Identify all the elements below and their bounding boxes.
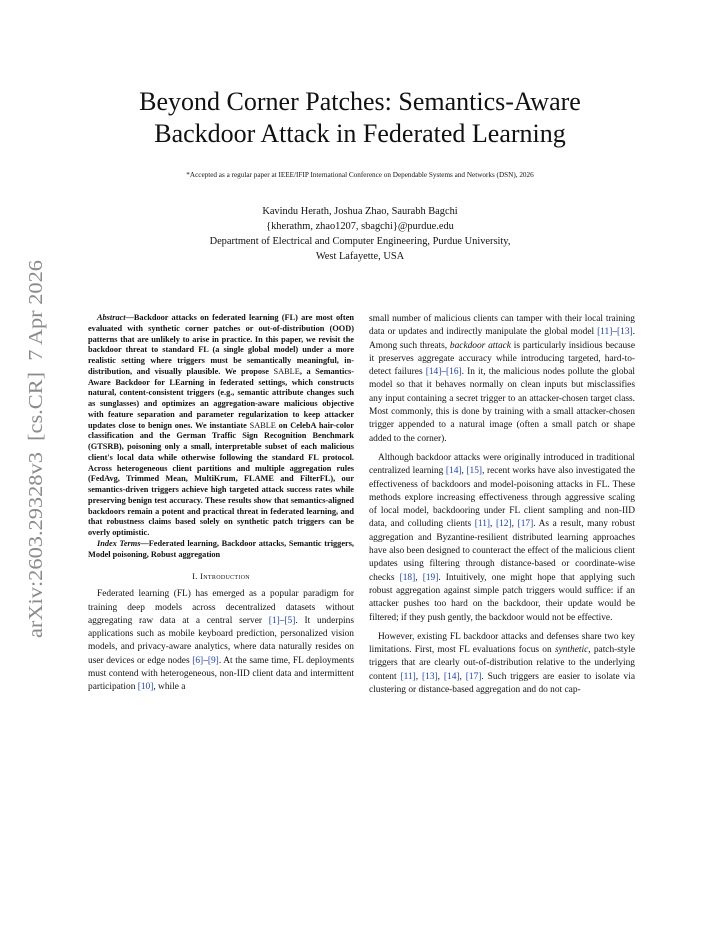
citation-link[interactable]: [14] <box>425 367 442 378</box>
right-column <box>369 313 635 703</box>
arxiv-identifier-stamp <box>2 258 58 638</box>
citation-link[interactable]: [9] <box>207 655 219 666</box>
sable-name: SABLE <box>273 366 300 376</box>
author-emails: {kherathm, zhao1207, sbagchi}@purdue.edu <box>266 221 454 232</box>
citation-link[interactable]: [12] <box>496 519 512 530</box>
citation-link[interactable]: [18] <box>399 572 416 583</box>
citation-link[interactable]: [16] <box>446 367 462 378</box>
intro-paragraph-1-cont: small number of malicious clients can tamper with their local training data or updates and indirectly manipulate the global model [11]–[13]. Among such threats, backdoor attack is particularly insidious because it preserves aggregate accuracy while introducing targeted, hard-to-detect failures [14]–[16]. In it, the malicious nodes pollute the global model so that it behaves normally on clean inputs but misclassifies any input containing a secret trigger to an attacker-chosen target class. Most commonly, this is done by training with a small attacker-chosen trigger appended to a natural image (often a small patch or shape added to the corner). <box>369 314 635 444</box>
section-title: Introduction <box>200 571 250 582</box>
intro-body-left <box>88 588 354 694</box>
citation-link[interactable]: [14] <box>443 671 460 682</box>
section-heading-introduction <box>88 570 354 582</box>
acceptance-footnote: *Accepted as a regular paper at IEEE/IFIP International Conference on Dependable Systems and Networks (DSN), 2026 <box>186 171 534 179</box>
arxiv-stamp-text: arXiv:2603.29328v3 [cs.CR] 7 Apr 2026 <box>25 291 47 638</box>
title-line-2: Backdoor Attack in Federated Learning <box>154 119 566 148</box>
index-terms <box>88 539 354 561</box>
abstract-text-2: , a Semantics-Aware Backdoor for LEarning in federated settings, which constructs natural, content-consistent triggers (e.g., semantic attribute changes such as sunglasses) and optimizes an aggregation-aware malicious objective with feature separation and parameter regularization to keep attacker updates close to benign ones. We instantiate <box>88 366 354 430</box>
emphasis-term: synthetic <box>554 645 589 656</box>
citation-link[interactable]: [15] <box>466 466 483 477</box>
intro-paragraph-2: Although backdoor attacks were originally introduced in traditional centralized learning [14], [15], recent works have also investigated the effectiveness of backdoors and model-poisoning attacks in FL. These methods explore increasing effectiveness through aggressive scaling of local model, backdooring under FL client sampling and non-IID data, and colluding clients [11], [12], [17]. As a result, many robust aggregation and Byzantine-resilient distributed learning approaches have also been designed to counteract the effect of the malicious client updates using filtering through distance-based or coordinate-wise checks [18], [19]. Intuitively, one might hope that applying such robust aggregation against simple patch triggers would suffice: if an attacker pushes too hard on the backdoor, their update would be filtered; if they push gently, the backdoor would not be effective. <box>369 452 636 623</box>
intro-paragraph-3: However, existing FL backdoor attacks and defenses share two key limitations. First, most FL evaluations focus on synthetic, patch-style triggers that are clearly out-of-distribution relative to the underlying content [11], [13], [14], [17]. Such triggers are easier to isolate via clustering or distance-based aggregation and do not cap- <box>369 631 635 696</box>
abstract-text-3: on CelebA hair-color classification and the German Traffic Sign Recognition Benchmark (GTSRB), poisoning only a small, interpretable subset of each malicious client's local data while otherwise following the standard FL protocol. Across heterogeneous client partitions and multiple aggregation rules (FedAvg, Trimmed Mean, MultiKrum, FLAME and FilterFL), our semantics-driven triggers achieve high targeted attack success rates while preserving benign test accuracy. These results show that semantics-aligned backdoors remain a potent and practical threat in federated learning, and that robustness claims based solely on synthetic patch triggers can be overly optimistic. <box>88 420 354 537</box>
citation-link[interactable]: [19] <box>422 572 439 583</box>
abstract <box>88 313 354 539</box>
citation-link[interactable]: [11] <box>400 671 416 682</box>
citation-link[interactable]: [11] <box>474 519 491 530</box>
left-column <box>88 313 354 701</box>
sable-name: SABLE <box>249 420 276 430</box>
paper-title <box>60 86 660 150</box>
citation-link[interactable]: [5] <box>284 615 296 626</box>
author-location: West Lafayette, USA <box>315 251 405 262</box>
index-terms-text: —Federated learning, Backdoor attacks, Semantic triggers, Model poisoning, Robust aggregation <box>88 538 354 559</box>
citation-link[interactable]: [14] <box>445 466 462 477</box>
author-block <box>60 204 660 264</box>
citation-link[interactable]: [11] <box>597 327 613 338</box>
emphasis-term: backdoor attack <box>449 340 511 351</box>
author-names: Kavindu Herath, Joshua Zhao, Saurabh Bagchi <box>262 206 458 217</box>
title-line-1: Beyond Corner Patches: Semantics-Aware <box>139 87 581 116</box>
author-affiliation: Department of Electrical and Computer Engineering, Purdue University, <box>209 236 511 247</box>
citation-link[interactable]: [6] <box>192 655 204 666</box>
citation-link[interactable]: [1] <box>268 615 280 626</box>
abstract-text-1: —Backdoor attacks on federated learning (FL) are most often evaluated with synthetic corner patches or out-of-distribution (OOD) patterns that are unlikely to arise in practice. In this paper, we revisit the backdoor threat to standard FL (a single global model) under a more realistic setting where triggers must be semantically meaningful, in-distribution, and visually plausible. We propose <box>88 313 354 376</box>
citation-link[interactable]: [17] <box>465 671 482 682</box>
citation-link[interactable]: [13] <box>617 327 633 338</box>
abstract-label: Abstract <box>97 313 126 322</box>
intro-paragraph-1: Federated learning (FL) has emerged as a popular paradigm for training deep models across decentralized datasets without aggregating raw data at a central server [1]–[5]. It underpins applications such as mobile keyboard prediction, personalized vision models, and privacy-aware analytics, where data naturally resides on user devices or edge nodes [6]–[9]. At the same time, FL deployments must contend with heterogeneous, non-IID client data and intermittent participation [10], while a <box>88 589 354 693</box>
citation-link[interactable]: [10] <box>137 682 154 693</box>
citation-link[interactable]: [13] <box>422 671 438 682</box>
citation-link[interactable]: [17] <box>517 519 534 530</box>
section-number: I. <box>192 571 198 582</box>
index-terms-label: Index Terms <box>97 538 141 548</box>
